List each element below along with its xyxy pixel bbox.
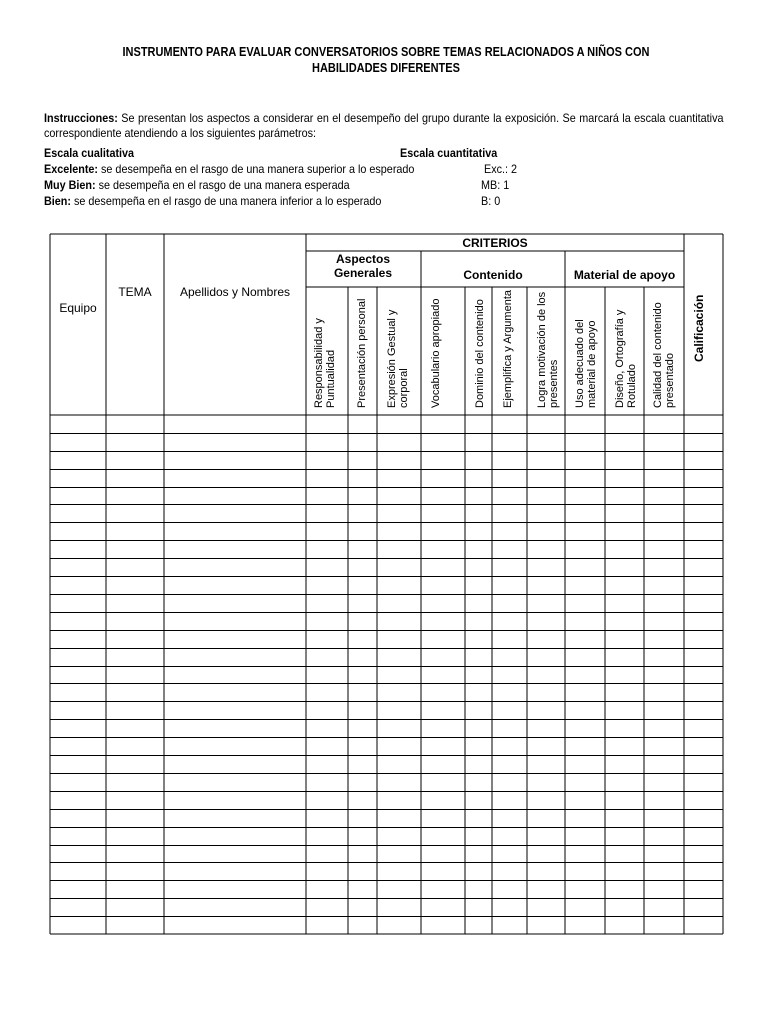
criterion-expresion: Expresión Gestual y corporal bbox=[386, 309, 410, 408]
scale-label: Excelente: bbox=[44, 162, 99, 176]
header-material-apoyo: Material de apoyo bbox=[573, 268, 676, 282]
criterion-vocabulario: Vocabulario apropiado bbox=[430, 298, 442, 408]
header-criterios: CRITERIOS bbox=[462, 236, 528, 250]
scale-desc: se desempeña en el rasgo de una manera superior a lo esperado bbox=[98, 162, 415, 176]
quantitative-scale-heading: Escala cuantitativa bbox=[400, 146, 498, 160]
criterion-dominio: Dominio del contenido bbox=[474, 299, 486, 408]
header-contenido: Contenido bbox=[463, 268, 523, 282]
scale-value-bien: B: 0 bbox=[481, 194, 501, 208]
criterion-logra-motivacion: Logra motivación de los presentes bbox=[536, 291, 560, 408]
instructions-label: Instrucciones: bbox=[44, 111, 118, 125]
criterion-responsabilidad: Responsabilidad y Puntualidad bbox=[313, 318, 337, 408]
criterion-presentacion: Presentación personal bbox=[356, 298, 368, 408]
instructions-text: Se presentan los aspectos a considerar en el desempeño del grupo durante la exposición. Se marcará la escala cuantitativa correspondiente atendiendo a los siguientes parámetros: bbox=[44, 111, 724, 140]
criterion-uso-material: Uso adecuado del material de apoyo bbox=[574, 319, 598, 408]
scale-value-muy-bien: MB: 1 bbox=[481, 178, 510, 192]
scale-desc: se desempeña en el rasgo de una manera esperada bbox=[95, 178, 350, 192]
criterion-ejemplifica: Ejemplifica y Argumenta bbox=[502, 290, 514, 408]
scale-value-excelente: Exc.: 2 bbox=[484, 162, 518, 176]
scale-label: Muy Bien: bbox=[44, 178, 96, 192]
header-aspectos-generales: Aspectos Generales bbox=[333, 252, 393, 280]
document-title: INSTRUMENTO PARA EVALUAR CONVERSATORIOS SOBRE TEMAS RELACIONADOS A NIÑOS CON HABILIDADES DIFERENTES bbox=[122, 45, 650, 75]
scale-desc: se desempeña en el rasgo de una manera inferior a lo esperado bbox=[71, 194, 382, 208]
header-equipo: Equipo bbox=[59, 301, 97, 315]
header-apellidos-nombres: Apellidos y Nombres bbox=[179, 285, 291, 299]
scale-label: Bien: bbox=[44, 194, 71, 208]
criterion-diseno: Diseño, Ortografía y Rotulado bbox=[614, 309, 638, 408]
header-calificacion: Calificación bbox=[692, 294, 706, 362]
qualitative-scale-heading: Escala cualitativa bbox=[44, 146, 135, 160]
criterion-calidad: Calidad del contenido presentado bbox=[652, 302, 676, 408]
header-tema: TEMA bbox=[118, 285, 152, 299]
